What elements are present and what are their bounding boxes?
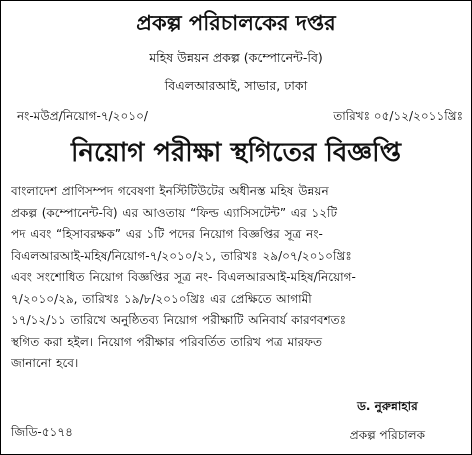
notice-body [11,181,463,375]
gd-number: জিডি-৫১৭৪ [11,425,73,439]
memo-number: নং-মউপ্র/নিয়োগ-৭/২০১০/ [17,109,148,123]
office-title: প্রকল্প পরিচালকের দপ্তর [136,11,336,35]
notice-headline: নিয়োগ পরীক্ষা স্থগিতের বিজ্ঞপ্তি [71,138,401,168]
body-line: স্থগিত করা হইল। নিয়োগ পরীক্ষার পরিবর্তিত তারিখ পত্র মারফত [11,334,323,349]
body-line: পদ এবং “হিসাবরক্ষক” এর ১টি পদের নিয়োগ বিজ্ঞপ্তির সূত্র নং- [11,227,323,241]
signatory-designation: প্রকল্প পরিচালক [349,428,425,442]
signatory-name: ড. নুরুন্নাহার [357,399,418,413]
body-line: বাংলাদেশ প্রাণিসম্পদ গবেষণা ইনস্টিটিউটের অধীনস্ত মহিষ উন্নয়ন [11,184,329,198]
body-line: ৭/২০১০/২৯, তারিখঃ ১৯/৮/২০১০খ্রিঃ এর প্রেক্ষিতে আগামী [11,291,312,306]
issue-date: তারিখঃ ০৫/১২/২০১১খ্রিঃ [333,109,463,123]
body-line: এবং সংশোধিত নিয়োগ বিজ্ঞপ্তির সূত্র নং- বিএলআরআই-মহিষ/নিয়োগ- [11,270,356,284]
body-line: বিএলআরআই-মহিষ/নিয়োগ-৭/২০১০/২১, তারিখঃ ২৯/০৭/২০১০খ্রিঃ [11,248,352,263]
signatory-block [350,398,425,447]
project-name: মহিষ উন্নয়ন প্রকল্প (কম্পোনেন্ট-বি) [149,50,323,65]
body-line: ১৭/১২/১১ তারিখে অনুষ্ঠিতব্য নিয়োগ পরীক্ষাটি অনিবার্য কারণবশতঃ [11,313,347,327]
body-line: জানানো হবে। [11,356,79,370]
institute-location: বিএলআরআই, সাভার, ঢাকা [164,78,308,93]
body-line: প্রকল্প (কম্পোনেন্ট-বি) এর আওতায় “ফিল্ড এ্যাসিসটেন্ট” এর ১২টি [11,205,337,220]
